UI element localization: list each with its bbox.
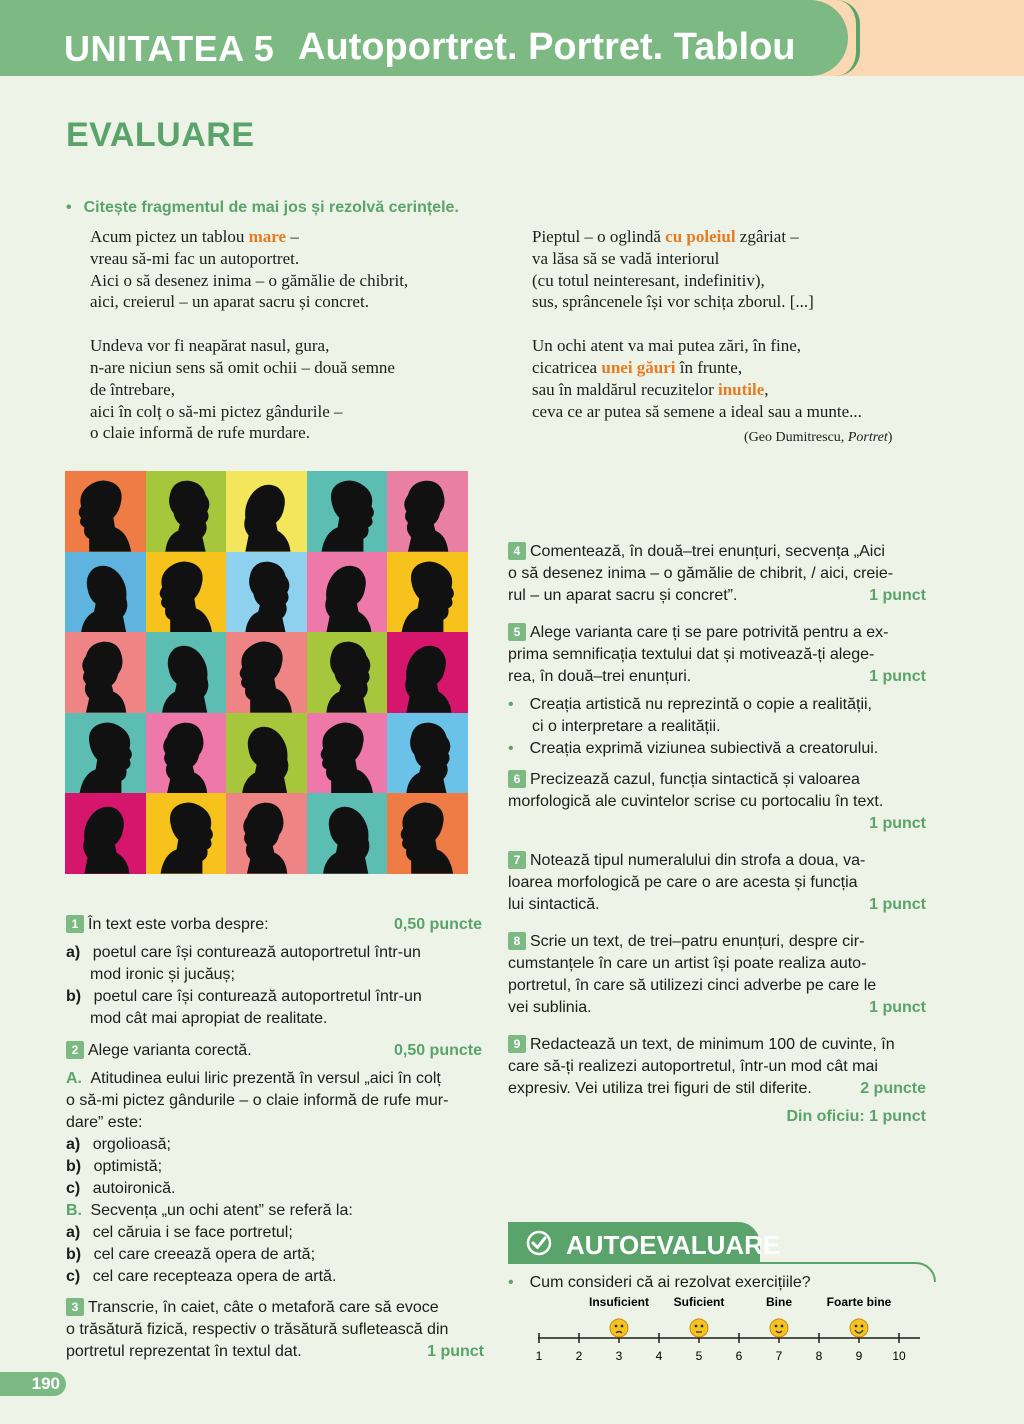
head-silhouette-icon bbox=[79, 480, 131, 551]
portrait-tile bbox=[226, 552, 307, 633]
question-1: 1 În text este vorba despre: 0,50 puncte bbox=[66, 914, 482, 936]
portrait-tile bbox=[387, 552, 468, 633]
highlight-word: inutile bbox=[717, 379, 765, 399]
scale-tick-label: 4 bbox=[655, 1349, 663, 1363]
head-silhouette-icon bbox=[402, 561, 454, 632]
scale-tick-label: 3 bbox=[615, 1349, 623, 1363]
head-silhouette-icon bbox=[401, 803, 453, 874]
head-silhouette-icon bbox=[405, 481, 449, 552]
points: 1 punct bbox=[869, 587, 926, 604]
poem-line: Pieptul – o oglindă cu poleiul zgâriat – bbox=[532, 227, 799, 246]
head-silhouette-icon bbox=[160, 803, 212, 874]
instruction bbox=[66, 199, 459, 217]
section-title: EVALUARE bbox=[66, 116, 255, 154]
question-2a: A. Atitudinea eului liric prezentă în versul „aici în colț o să-mi pictez gândurile – o claie informă de rufe mur- dare” este: a) orgolioasă; b) optimistă; c) autoironică. B. Secvența „un ochi atent” se referă la: a) cel căruia i se face portretul; b) cel care creează opera de artă; c) cel care recepteaza opera de artă. bbox=[66, 1070, 449, 1285]
poem-line: ceva ce ar putea să semene a ideal sau a munte... bbox=[532, 401, 862, 421]
page-header bbox=[0, 0, 1024, 76]
question-number: 7 bbox=[508, 851, 526, 869]
portrait-tile bbox=[307, 471, 388, 552]
portrait-tile bbox=[387, 632, 468, 713]
portrait-tile bbox=[146, 552, 227, 633]
points: 1 punct bbox=[869, 815, 926, 832]
portrait-tile bbox=[65, 632, 146, 713]
question-number: 8 bbox=[508, 932, 526, 950]
silhouette-grid-image bbox=[65, 471, 468, 874]
question-5: 5 Alege varianta care ți se pare potrivită pentru a ex- prima semnificația textului dat și motivează-ți alege- rea, în două–trei enunțuri. 1 punct bbox=[508, 622, 926, 688]
head-silhouette-icon bbox=[326, 642, 370, 713]
points: 0,50 puncte bbox=[393, 916, 482, 933]
head-silhouette-icon bbox=[244, 485, 290, 552]
head-silhouette-icon bbox=[240, 642, 292, 713]
source-work: Portret bbox=[847, 430, 888, 445]
question-3: 3 Transcrie, în caiet, câte o metaforă care să evoce o trăsătură fizică, respectiv o trăsătură sufletească din portretul reprezentat în textul dat. 1 punct bbox=[66, 1297, 484, 1363]
poem-left bbox=[90, 226, 408, 444]
portrait-tile bbox=[65, 552, 146, 633]
portrait-tile bbox=[65, 471, 146, 552]
scale-level-label: Bine bbox=[765, 1295, 793, 1309]
question-7: 7 Notează tipul numeralului din strofa a doua, va- loarea morfologică pe care o are acesta și funcția lui sintactică. 1 punct bbox=[508, 850, 926, 916]
poem-line: Aici o să desenez inima – o gămălie de chibrit, bbox=[90, 270, 409, 290]
head-silhouette-icon bbox=[325, 565, 371, 632]
head-silhouette-icon bbox=[242, 727, 288, 794]
poem-line: Un ochi atent va mai putea zări, în fine, bbox=[532, 336, 802, 356]
scale-level-label: Foarte bine bbox=[826, 1295, 892, 1309]
question-4: 4 Comentează, în două–trei enunțuri, secvența „Aici o să desenez inima – o gămălie de chibrit, / aici, creie- rul – un aparat sacru și concret”. 1 punct bbox=[508, 541, 926, 607]
portrait-tile bbox=[226, 632, 307, 713]
portrait-tile bbox=[65, 713, 146, 794]
portrait-tile bbox=[226, 793, 307, 874]
question-9: 9 Redactează un text, de minimum 100 de cuvinte, în care să-ți realizezi autoportretul, într-un mod cât mai expresiv. Vei utiliza trei figuri de stil diferite. 2 puncte bbox=[508, 1034, 926, 1100]
head-silhouette-icon bbox=[320, 722, 372, 793]
question-number: 6 bbox=[508, 770, 526, 788]
poem-line: sau în maldărul recuzitelor inutile, bbox=[532, 379, 769, 399]
portrait-tile bbox=[65, 793, 146, 874]
portrait-tile bbox=[307, 552, 388, 633]
oficiu-points: Din oficiu: 1 punct bbox=[786, 1108, 926, 1125]
points: 1 punct bbox=[427, 1343, 484, 1360]
portrait-tile bbox=[226, 471, 307, 552]
question-number: 1 bbox=[66, 915, 84, 933]
scale-level-label: Insuficient bbox=[588, 1295, 650, 1309]
highlight-word: unei găuri bbox=[601, 357, 676, 377]
question-8: 8 Scrie un text, de trei–patru enunțuri, despre cir- cumstanțele în care un artist își poate realiza auto- portretul, în care să utilizezi cinci adverbe pe care le vei sublinia. 1 punct bbox=[508, 931, 926, 1019]
head-silhouette-icon bbox=[407, 722, 451, 793]
question-2: 2 Alege varianta corectă. 0,50 puncte bbox=[66, 1040, 482, 1062]
points: 1 punct bbox=[869, 999, 926, 1016]
bullet-icon: • bbox=[508, 696, 514, 713]
unit-label: UNITATEA 5 bbox=[64, 28, 275, 69]
portrait-tile bbox=[146, 713, 227, 794]
poem-line: aici în colț o să-mi pictez gândurile – bbox=[90, 401, 343, 421]
poem-line: sus, sprâncenele își vor schița zborul. [...] bbox=[532, 292, 814, 312]
question-number: 3 bbox=[66, 1298, 84, 1316]
scale-tick-label: 7 bbox=[775, 1349, 783, 1363]
page-number: 190 bbox=[0, 1372, 66, 1396]
question-number: 2 bbox=[66, 1041, 84, 1059]
poem-line: aici, creierul – un aparat sacru și concret. bbox=[90, 292, 369, 312]
portrait-tile bbox=[226, 713, 307, 794]
head-silhouette-icon bbox=[321, 480, 373, 551]
head-silhouette-icon bbox=[246, 561, 290, 632]
portrait-tile bbox=[307, 713, 388, 794]
points: 1 punct bbox=[869, 896, 926, 913]
emoji-face-icon bbox=[690, 1319, 708, 1337]
bullet-icon: • bbox=[66, 199, 72, 216]
question-number: 9 bbox=[508, 1035, 526, 1053]
highlight-word: mare bbox=[248, 227, 287, 246]
poem-right bbox=[532, 226, 862, 422]
poem-line: vreau să-mi fac un autoportret. bbox=[90, 248, 300, 268]
portrait-tile bbox=[146, 793, 227, 874]
points: 1 punct bbox=[869, 668, 926, 685]
scale-tick-label: 8 bbox=[815, 1349, 823, 1363]
scale-tick-label: 6 bbox=[735, 1349, 743, 1363]
head-silhouette-icon bbox=[82, 642, 126, 713]
head-silhouette-icon bbox=[83, 807, 129, 874]
question-number: 5 bbox=[508, 623, 526, 641]
rating-scale bbox=[520, 1290, 930, 1370]
points: 2 puncte bbox=[860, 1080, 926, 1097]
scale-tick-label: 5 bbox=[695, 1349, 703, 1363]
portrait-tile bbox=[387, 713, 468, 794]
poem-line: va lăsa să se vadă interiorul bbox=[532, 248, 720, 268]
head-silhouette-icon bbox=[81, 565, 127, 632]
emoji-face-icon bbox=[610, 1319, 628, 1337]
option-1b: b) poetul care își conturează autoportretul într-un mod cât mai apropiat de realitate. bbox=[66, 988, 422, 1027]
portrait-tile bbox=[307, 632, 388, 713]
portrait-tile bbox=[146, 632, 227, 713]
option-5-2: • Creația exprimă viziunea subiectivă a creatorului. bbox=[508, 740, 879, 757]
instruction-text: Citește fragmentul de mai jos și rezolvă cerințele. bbox=[83, 199, 459, 216]
autoevaluare-title: AUTOEVALUARE bbox=[566, 1230, 781, 1260]
head-silhouette-icon bbox=[163, 722, 207, 793]
emoji-face-icon bbox=[850, 1319, 868, 1337]
poem-line: de întrebare, bbox=[90, 379, 175, 399]
head-silhouette-icon bbox=[406, 646, 452, 713]
option-5-1: • Creația artistică nu reprezintă o copie a realității, ci o interpretare a realității. bbox=[508, 696, 872, 735]
poem-line: n-are niciun sens să omit ochii – două semne bbox=[90, 357, 395, 377]
poem-line: o claie informă de rufe murdare. bbox=[90, 423, 310, 443]
scale-tick-label: 2 bbox=[575, 1349, 583, 1363]
scale-tick-label: 10 bbox=[892, 1349, 906, 1363]
question-number: 4 bbox=[508, 542, 526, 560]
bullet-icon: • bbox=[508, 740, 514, 757]
head-silhouette-icon bbox=[323, 807, 369, 874]
option-1a: a) poetul care își conturează autoportretul într-un mod ironic și jucăuș; bbox=[66, 944, 421, 983]
portrait-tile bbox=[387, 471, 468, 552]
poem-line: cicatricea unei găuri în frunte, bbox=[532, 357, 743, 377]
poem-line: (cu totul neinteresant, indefinitiv), bbox=[532, 270, 765, 290]
scale-tick-label: 9 bbox=[855, 1349, 863, 1363]
head-silhouette-icon bbox=[159, 561, 211, 632]
unit-title: Autoportret. Portret. Tablou bbox=[298, 26, 796, 68]
head-silhouette-icon bbox=[80, 722, 132, 793]
scale-level-label: Suficient bbox=[673, 1295, 725, 1309]
poem-line: Acum pictez un tablou mare – bbox=[90, 227, 299, 246]
autoevaluare-question: • Cum consideri că ai rezolvat exercițiile? bbox=[508, 1274, 811, 1291]
head-silhouette-icon bbox=[162, 646, 208, 713]
portrait-tile bbox=[307, 793, 388, 874]
scale-tick-label: 1 bbox=[535, 1349, 543, 1363]
head-silhouette-icon bbox=[243, 803, 287, 874]
poem-line: Undeva vor fi neapărat nasul, gura, bbox=[90, 336, 330, 356]
emoji-face-icon bbox=[770, 1319, 788, 1337]
question-6: 6 Precizează cazul, funcția sintactică și valoarea morfologică ale cuvintelor scrise cu portocaliu în text. 1 punct bbox=[508, 769, 926, 835]
portrait-tile bbox=[387, 793, 468, 874]
bullet-icon: • bbox=[508, 1274, 514, 1291]
poem-source: (Geo Dumitrescu, Portret) bbox=[744, 430, 893, 445]
check-circle-icon bbox=[526, 1230, 552, 1256]
head-silhouette-icon bbox=[165, 481, 209, 552]
points: 0,50 puncte bbox=[393, 1042, 482, 1059]
highlight-word: cu poleiul bbox=[665, 227, 736, 246]
portrait-tile bbox=[146, 471, 227, 552]
